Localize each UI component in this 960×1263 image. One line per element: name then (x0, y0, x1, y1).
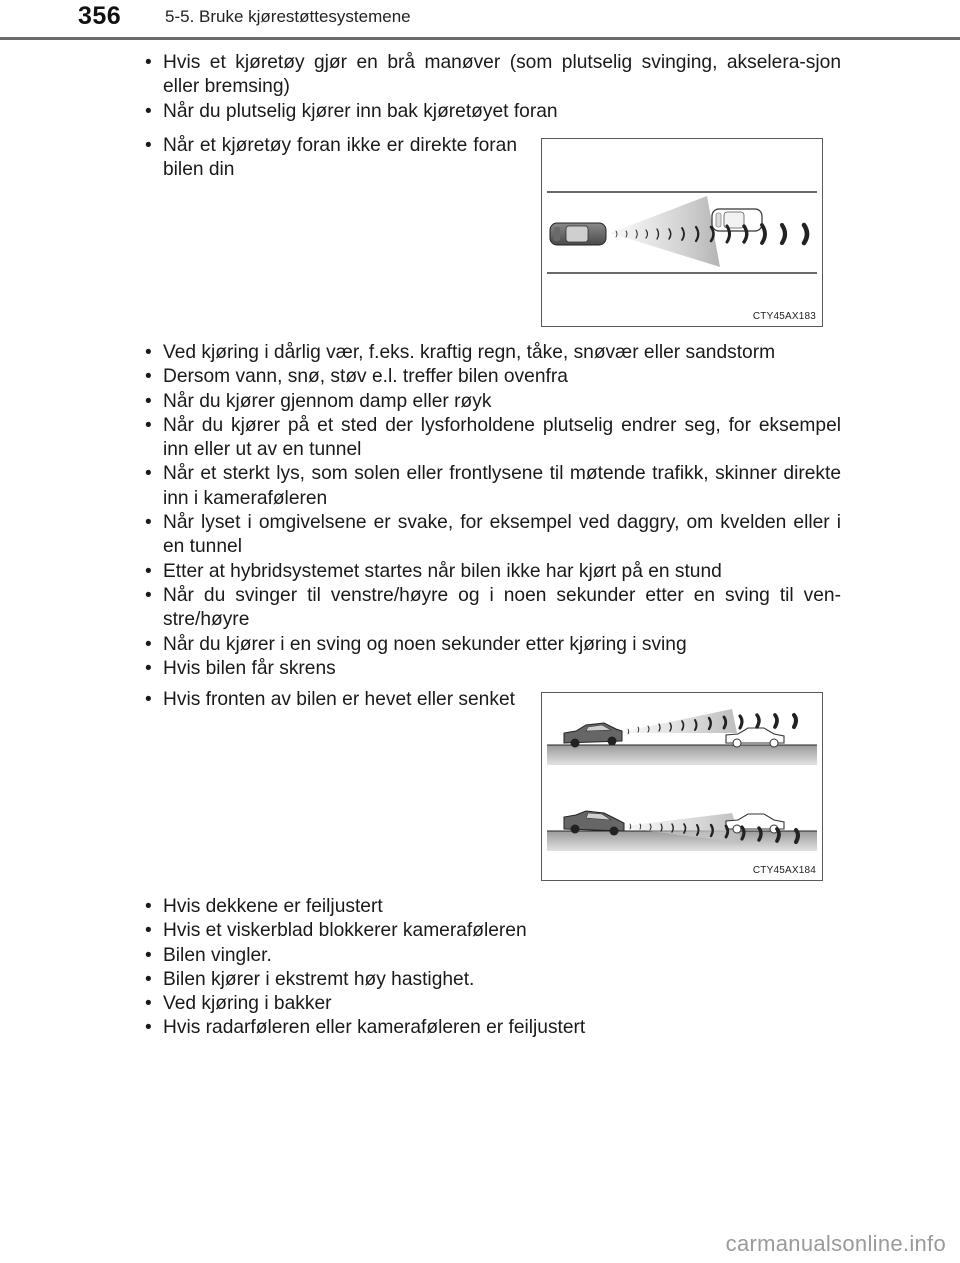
road-upper (547, 745, 817, 765)
page-header (0, 0, 960, 40)
bullet-list-1 (145, 51, 841, 124)
figure1-text (145, 134, 517, 183)
list-item: • Når du svinger til venstre/høyre og i noen sekunder etter en sving til ven-stre/høyre (145, 584, 841, 633)
list-item: • Når lyset i omgivelsene er svake, for eksempel ved daggry, om kvelden eller i en tunnel (145, 511, 841, 560)
list-item: • Hvis dekkene er feiljustert (145, 895, 841, 919)
list-item: • Ved kjøring i dårlig vær, f.eks. kraftig regn, tåke, snøvær eller sandstorm (145, 341, 841, 365)
illustration-off-center-vehicle (541, 138, 823, 327)
illustration-graphic (542, 139, 822, 326)
list-item: • Etter at hybridsystemet startes når bilen ikke har kjørt på en stund (145, 560, 841, 584)
list-item: • Bilen kjører i ekstremt høy hastighet. (145, 968, 841, 992)
vehicle-ahead-lower (726, 814, 784, 833)
header-rule (0, 37, 960, 40)
list-item: • Hvis radarføleren eller kameraføleren er feiljustert (145, 1016, 841, 1040)
list-item: • Hvis et viskerblad blokkerer kameraføleren (145, 919, 841, 943)
own-car-raised (564, 723, 622, 748)
bullet-list-3 (145, 895, 841, 1041)
section-title: 5-5. Bruke kjørestøttesystemene (165, 7, 411, 26)
list-item: • Dersom vann, snø, støv e.l. treffer bilen ovenfra (145, 365, 841, 389)
list-item: • Når et sterkt lys, som solen eller frontlysene til møtende trafikk, skinner direkte inn i kameraføleren (145, 462, 841, 511)
figure-caption: CTY45AX183 (752, 311, 816, 322)
list-item: • Når et kjøretøy foran ikke er direkte foran bilen din (145, 134, 517, 183)
list-item: • Bilen vingler. (145, 944, 841, 968)
figure-caption: CTY45AX184 (752, 865, 816, 876)
list-item: • Hvis fronten av bilen er hevet eller senket (145, 688, 517, 712)
vehicle-ahead (712, 209, 762, 231)
list-item: • Når du kjører på et sted der lysforholdene plutselig endrer seg, for eksempel inn eller ut av en tunnel (145, 414, 841, 463)
list-item: • Når du plutselig kjører inn bak kjøretøyet foran (145, 100, 841, 124)
list-item: • Når du kjører gjennom damp eller røyk (145, 390, 841, 414)
own-car (550, 223, 606, 245)
list-item: • Hvis bilen får skrens (145, 657, 841, 681)
list-item: • Ved kjøring i bakker (145, 992, 841, 1016)
figure2-text (145, 688, 517, 712)
bullet-list-2 (145, 341, 841, 681)
illustration-raised-lowered-front (541, 692, 823, 881)
page-number: 356 (78, 2, 122, 30)
illustration-graphic (542, 693, 822, 880)
list-item: • Når du kjører i en sving og noen sekunder etter kjøring i sving (145, 633, 841, 657)
beam-upper (617, 709, 737, 733)
list-item: • Hvis et kjøretøy gjør en brå manøver (som plutselig svinging, akselera-sjon eller bremsing) (145, 51, 841, 100)
watermark: carmanualsonline.info (725, 1231, 946, 1256)
